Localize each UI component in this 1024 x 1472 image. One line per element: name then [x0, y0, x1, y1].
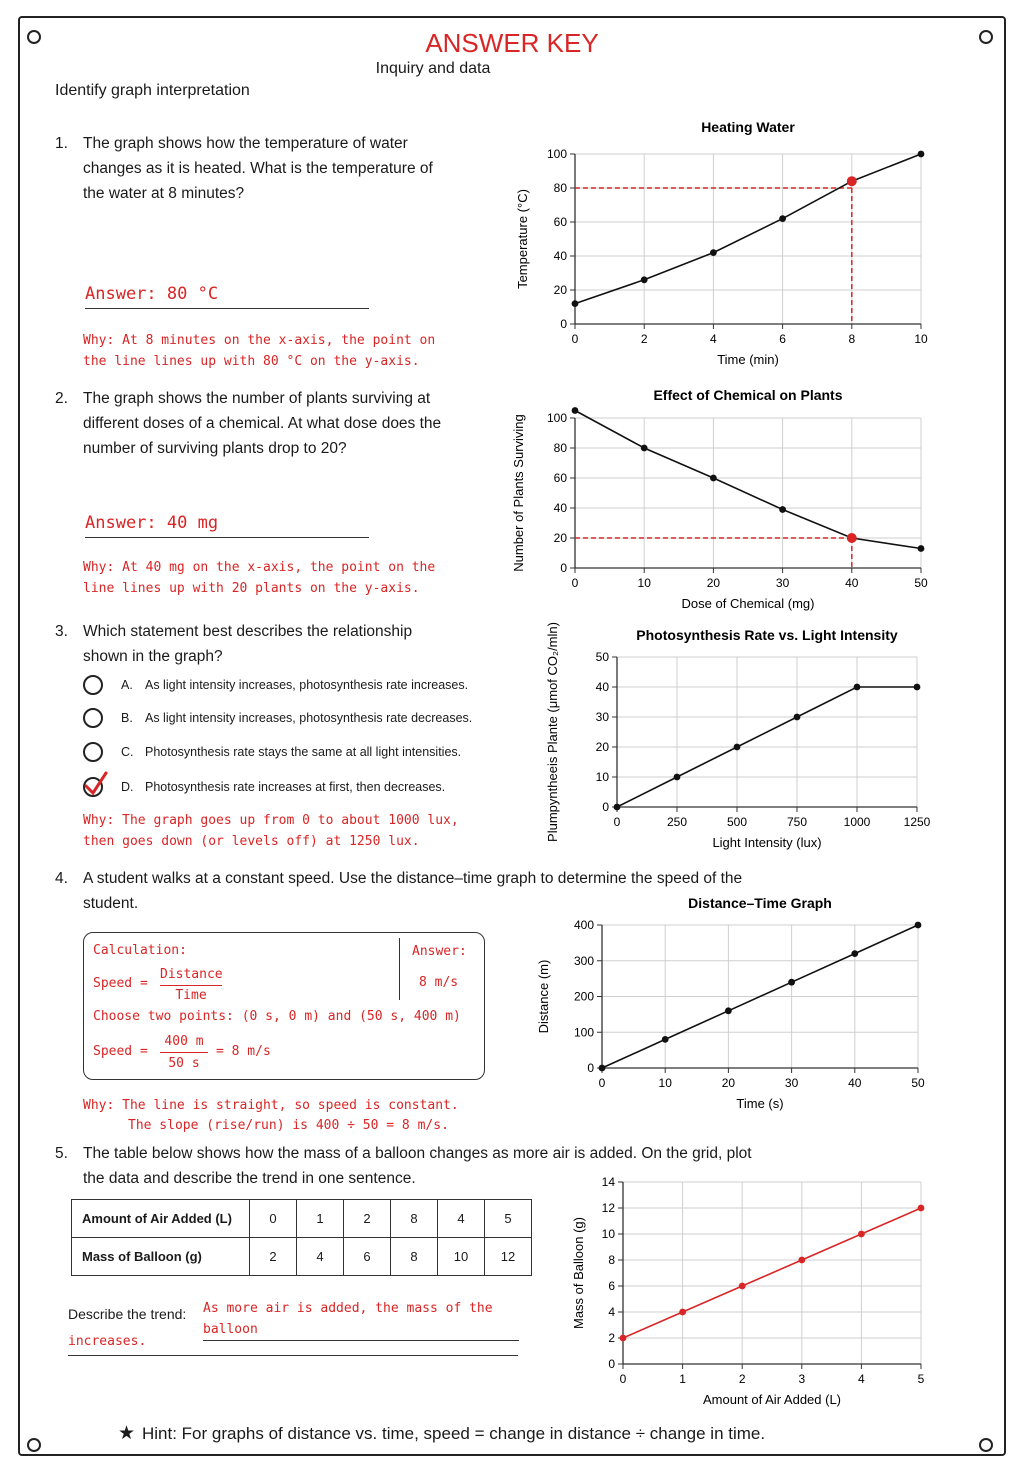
- row2-header: Mass of Balloon (g): [72, 1238, 250, 1276]
- q3-text: Which statement best describes the relationship shown in the graph?: [83, 623, 413, 665]
- table-cell: 8: [391, 1238, 438, 1276]
- data-point: [858, 1231, 865, 1238]
- fraction-denominator: Time: [175, 988, 207, 1003]
- table-cell: 4: [438, 1200, 485, 1238]
- x-tick-label: 4: [858, 1372, 865, 1386]
- data-point: [779, 215, 786, 222]
- q2-answer: Answer: 40 mg: [85, 513, 369, 538]
- x-tick-label: 20: [721, 1076, 736, 1090]
- y-tick-label: 4: [608, 1305, 615, 1319]
- data-point: [918, 1205, 925, 1212]
- data-table: [71, 1199, 532, 1276]
- q4-text: A student walks at a constant speed. Use the distance–time graph to determine the speed of the student.: [83, 870, 743, 912]
- speed2-label: Speed =: [93, 1044, 148, 1059]
- y-axis-label: Number of Plants Surviving: [511, 414, 526, 572]
- x-tick-label: 10: [914, 332, 928, 346]
- q3-number: 3.: [55, 623, 68, 640]
- x-tick-label: 500: [726, 815, 748, 829]
- option-c-text: Photosynthesis rate stays the same at all light intensities.: [145, 745, 462, 759]
- table-cell: 6: [344, 1238, 391, 1276]
- data-point: [794, 714, 801, 721]
- chart-distance-time: [530, 890, 940, 1120]
- chart-title: Distance–Time Graph: [688, 895, 832, 911]
- y-tick-label: 100: [573, 1025, 594, 1040]
- y-axis-label: Plumpyntheeis Plante (μmof CO₂/mln): [545, 622, 560, 842]
- y-tick-label: 80: [553, 181, 567, 195]
- x-tick-label: 2: [738, 1372, 746, 1386]
- y-tick-label: 400: [573, 918, 594, 932]
- y-tick-label: 0: [602, 800, 609, 814]
- data-point: [641, 276, 648, 283]
- chart-title: Heating Water: [701, 119, 795, 135]
- x-tick-label: 10: [658, 1076, 672, 1090]
- data-point: [779, 506, 786, 513]
- answer-value: 8 m/s: [419, 975, 459, 990]
- chart-title: Photosynthesis Rate vs. Light Intensity: [636, 627, 898, 643]
- option-c-radio[interactable]: [83, 742, 103, 762]
- data-point: [788, 979, 795, 986]
- y-tick-label: 8: [608, 1253, 615, 1267]
- q1-text: The graph shows how the temperature of water changes as it is heated. What is the temperature of the water at 8 minutes?: [83, 135, 433, 202]
- calc-label: Calculation:: [93, 943, 187, 958]
- data-point: [620, 1335, 627, 1342]
- page-subtitle: Inquiry and data: [375, 60, 491, 77]
- choose-points: Choose two points: (0 s, 0 m) and (50 s, 400 m): [93, 1009, 461, 1024]
- x-axis-label: Time (s): [736, 1096, 784, 1111]
- table-cell: 2: [344, 1200, 391, 1238]
- x-tick-label: 3: [798, 1372, 806, 1386]
- y-tick-label: 200: [573, 989, 594, 1004]
- option-a-text: As light intensity increases, photosynthesis rate increases.: [145, 678, 469, 692]
- series-line: [575, 154, 921, 304]
- x-tick-label: 0: [619, 1372, 627, 1386]
- q4-number: 4.: [55, 870, 68, 887]
- x-tick-label: 0: [571, 332, 579, 346]
- data-point: [725, 1007, 732, 1014]
- y-tick-label: 6: [608, 1279, 615, 1293]
- y-tick-label: 100: [546, 147, 567, 161]
- table-cell: 0: [250, 1200, 297, 1238]
- y-tick-label: 2: [608, 1331, 615, 1345]
- data-point: [710, 249, 717, 256]
- y-tick-label: 0: [608, 1357, 615, 1371]
- y-tick-label: 12: [601, 1201, 615, 1215]
- y-tick-label: 40: [553, 501, 567, 515]
- y-tick-label: 30: [595, 710, 609, 724]
- y-tick-label: 10: [595, 770, 609, 784]
- speed-label: Speed =: [93, 976, 148, 991]
- data-point: [854, 684, 861, 691]
- data-point: [572, 407, 579, 414]
- data-point: [847, 533, 857, 543]
- x-tick-label: 30: [784, 1076, 799, 1090]
- chart-heating-water: [505, 112, 945, 374]
- y-tick-label: 20: [595, 740, 609, 754]
- data-point: [599, 1065, 606, 1072]
- data-point: [918, 151, 925, 158]
- x-tick-label: 750: [786, 815, 808, 829]
- option-b-radio[interactable]: [83, 708, 103, 728]
- x-tick-label: 1: [679, 1372, 686, 1386]
- speed-result: = 8 m/s: [216, 1044, 271, 1059]
- data-point: [674, 774, 681, 781]
- data-point: [739, 1283, 746, 1290]
- q1-answer: Answer: 80 °C: [85, 284, 369, 309]
- q1-why: Why: At 8 minutes on the x-axis, the point on the line lines up with 80 °C on the y-axis.: [83, 333, 436, 369]
- q2-why: Why: At 40 mg on the x-axis, the point on the line lines up with 20 plants on the y-axis.: [83, 560, 436, 596]
- option-a-letter: A.: [121, 678, 133, 692]
- option-d-text: Photosynthesis rate increases at first, then decreases.: [145, 780, 446, 794]
- q2-number: 2.: [55, 390, 68, 407]
- x-tick-label: 0: [613, 815, 621, 829]
- section-topic: Identify graph interpretation: [55, 82, 250, 99]
- data-point: [662, 1036, 669, 1043]
- q4-why-2: The slope (rise/run) is 400 ÷ 50 = 8 m/s.: [128, 1118, 449, 1133]
- fraction-numerator: Distance: [160, 964, 222, 986]
- option-b-letter: B.: [121, 711, 133, 725]
- x-tick-label: 2: [640, 332, 648, 346]
- y-tick-label: 50: [595, 650, 609, 664]
- chart-photosynthesis: [535, 622, 945, 857]
- x-tick-label: 250: [666, 815, 688, 829]
- x-tick-label: 5: [917, 1372, 925, 1386]
- y-tick-label: 10: [601, 1227, 615, 1241]
- checkmark-icon: [82, 770, 108, 798]
- x-tick-label: 1250: [903, 815, 931, 829]
- corner-circle-icon: [27, 1438, 41, 1452]
- chart-chemical-plants: [505, 380, 945, 612]
- y-tick-label: 0: [587, 1061, 594, 1075]
- q4-why-1: Why: The line is straight, so speed is constant.: [83, 1098, 459, 1113]
- q3-why: Why: The graph goes up from 0 to about 1000 lux, then goes down (or levels off) at 1250 lux.: [83, 813, 459, 849]
- answer-label: Answer:: [412, 944, 467, 959]
- data-point: [914, 684, 921, 691]
- data-point: [710, 475, 717, 482]
- data-point: [734, 744, 741, 751]
- option-c-letter: C.: [121, 745, 134, 759]
- trend-line-2: increases.: [68, 1331, 518, 1356]
- fraction2-denominator: 50 s: [168, 1056, 200, 1071]
- table-cell: 12: [485, 1238, 532, 1276]
- option-d-letter: D.: [121, 780, 134, 794]
- y-tick-label: 20: [553, 531, 567, 545]
- y-tick-label: 0: [560, 561, 567, 575]
- table-cell: 5: [485, 1200, 532, 1238]
- x-tick-label: 8: [848, 332, 856, 346]
- y-axis-label: Distance (m): [536, 959, 551, 1034]
- q2-text: The graph shows the number of plants surviving at different doses of a chemical. At what dose does the number of surviving plants drop to 20?: [83, 390, 442, 457]
- q5-text: The table below shows how the mass of a balloon changes as more air is added. On the grid, plot the data and describe the trend in one sentence.: [83, 1145, 752, 1187]
- fraction2-numerator: 400 m: [160, 1031, 208, 1053]
- data-point: [798, 1257, 805, 1264]
- star-icon: ★: [118, 1423, 136, 1444]
- x-tick-label: 4: [710, 332, 717, 346]
- data-point: [847, 176, 857, 186]
- y-tick-label: 100: [546, 411, 567, 425]
- y-tick-label: 40: [553, 249, 567, 263]
- y-tick-label: 300: [573, 953, 594, 968]
- table-cell: 1: [297, 1200, 344, 1238]
- corner-circle-icon: [979, 1438, 993, 1452]
- x-tick-label: 10: [637, 576, 651, 590]
- table-cell: 10: [438, 1238, 485, 1276]
- x-axis-label: Time (min): [717, 352, 779, 367]
- data-point: [641, 445, 648, 452]
- option-a-radio[interactable]: [83, 675, 103, 695]
- x-tick-label: 30: [775, 576, 790, 590]
- x-axis-label: Dose of Chemical (mg): [681, 596, 815, 611]
- q5-number: 5.: [55, 1145, 68, 1162]
- data-point: [851, 950, 858, 957]
- y-tick-label: 0: [560, 317, 567, 331]
- hint-text: Hint: For graphs of distance vs. time, speed = change in distance ÷ change in time.: [142, 1424, 766, 1443]
- x-axis-label: Light Intensity (lux): [712, 835, 822, 850]
- x-axis-label: Amount of Air Added (L): [702, 1392, 842, 1407]
- page-title: ANSWER KEY: [425, 28, 599, 58]
- series-line: [623, 1208, 921, 1338]
- x-tick-label: 50: [911, 1076, 925, 1090]
- x-tick-label: 1000: [843, 815, 871, 829]
- data-point: [614, 804, 621, 811]
- x-tick-label: 20: [706, 576, 721, 590]
- chart-balloon-mass: [565, 1170, 945, 1412]
- table-cell: 8: [391, 1200, 438, 1238]
- table-row: [72, 1238, 532, 1276]
- table-row: [72, 1200, 532, 1238]
- trend-line-1: As more air is added, the mass of the balloon: [203, 1298, 519, 1341]
- q1-number: 1.: [55, 135, 68, 152]
- y-axis-label: Temperature (°C): [515, 189, 530, 289]
- data-point: [915, 922, 922, 929]
- row1-header: Amount of Air Added (L): [72, 1200, 250, 1238]
- y-tick-label: 20: [553, 283, 567, 297]
- y-axis-label: Mass of Balloon (g): [571, 1217, 586, 1329]
- describe-label: Describe the trend:: [68, 1306, 187, 1322]
- chart-title: Effect of Chemical on Plants: [653, 387, 843, 403]
- y-tick-label: 80: [553, 441, 567, 455]
- data-point: [918, 545, 925, 552]
- x-tick-label: 0: [598, 1076, 606, 1090]
- table-cell: 4: [297, 1238, 344, 1276]
- x-tick-label: 40: [848, 1076, 862, 1090]
- y-tick-label: 14: [601, 1175, 615, 1189]
- y-tick-label: 40: [595, 680, 609, 694]
- y-tick-label: 60: [553, 215, 567, 229]
- series-line: [575, 411, 921, 549]
- data-point: [572, 300, 579, 307]
- y-tick-label: 60: [553, 471, 567, 485]
- x-tick-label: 50: [914, 576, 928, 590]
- data-point: [679, 1309, 686, 1316]
- table-cell: 2: [250, 1238, 297, 1276]
- x-tick-label: 0: [571, 576, 579, 590]
- option-b-text: As light intensity increases, photosynthesis rate decreases.: [145, 711, 473, 725]
- x-tick-label: 40: [845, 576, 859, 590]
- x-tick-label: 6: [779, 332, 786, 346]
